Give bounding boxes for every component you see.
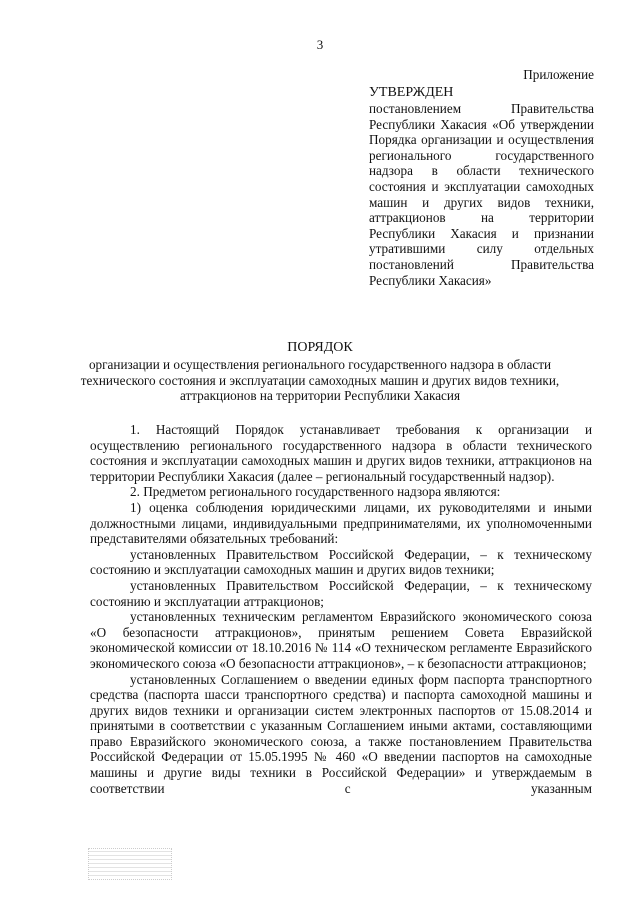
approval-block: [369, 84, 594, 288]
document-title: ПОРЯДОК: [287, 340, 353, 355]
paragraph: установленных Правительством Российской Федерации, – к техническому состоянию и эксплуатации самоходных машин и других видов техники;: [90, 546, 592, 578]
paragraph: установленных техническим регламентом Евразийского экономического союза «О безопасности аттракционов», принятым решением Совета Евразийской экономической комиссии от 18.10.2016 № 114 «О техническом регламенте Евразийского экономического союза «О безопасности аттракционов», – к безопасности аттракционов;: [90, 609, 592, 671]
paragraph: установленных Правительством Российской Федерации, – к техническому состоянию и эксплуатации аттракционов;: [90, 577, 592, 609]
page-number: 3: [316, 37, 324, 52]
document-body: [90, 422, 592, 796]
paragraph: 2. Предметом регионального государственного надзора являются:: [130, 484, 501, 500]
approval-text: постановлением Правительства Республики Хакасия «Об утверждении Порядка организации и осуществления регионального государственного надзора в области технического состояния и эксплуатации самоходных машин и других видов техники, аттракционов на территории Республики Хакасия и признании утратившими силу отдельных постановлений Правительства Республики Хакасия»: [369, 101, 594, 288]
document-title-block: [60, 339, 580, 404]
paragraph: установленных Соглашением о введении единых форм паспорта транспортного средства (паспорта шасси транспортного средства) и паспорта самоходной машины и других видов техники и организации систем электронных паспортов от 15.08.2014 и принятыми в соответствии с указанным Соглашением иными актами, составляющими право Евразийского экономического союза, а также постановлением Правительства Российской Федерации от 15.05.1995 № 460 «О введении паспортов на самоходные машины и другие виды техники в Российской Федерации» и утверждаемым в соответствии с указанным: [90, 671, 592, 796]
document-subtitle: организации и осуществления регионального государственного надзора в области технического состояния и эксплуатации самоходных машин и других видов техники, аттракционов на территории Республики Хакасия: [80, 357, 560, 404]
paragraph: 1) оценка соблюдения юридическими лицами, их руководителями и иными должностными лицами, индивидуальными предпринимателями, их уполномоченными представителями обязательных требований:: [90, 499, 592, 547]
appendix-label: Приложение: [523, 67, 594, 82]
scan-stamp: [88, 848, 172, 880]
paragraph: 1. Настоящий Порядок устанавливает требования к организации и осуществлению регионального государственного надзора в области технического состояния и эксплуатации самоходных машин и других видов техники, аттракционов на территории Республики Хакасия (далее – региональный государственный надзор).: [90, 422, 592, 484]
approved-heading: УТВЕРЖДЕН: [369, 85, 454, 100]
